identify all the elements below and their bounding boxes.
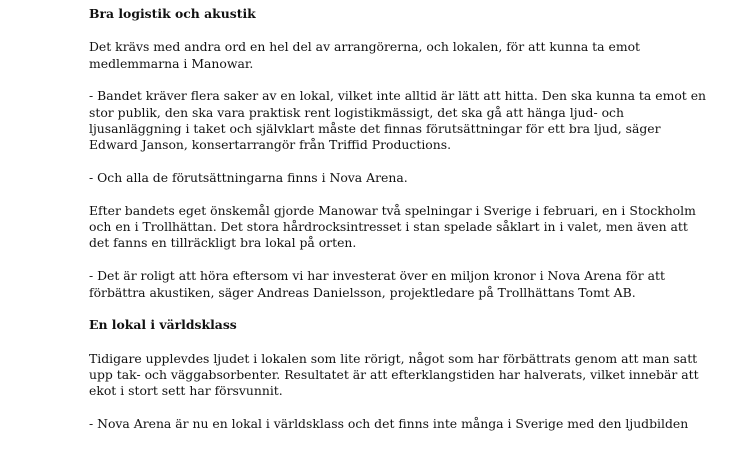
section-heading-logistics: Bra logistik och akustik xyxy=(89,6,256,21)
paragraph-line: Det krävs med andra ord en hel del av arrangörerna, och lokalen, för att kunna ta emot xyxy=(89,39,641,55)
document-body xyxy=(89,6,707,449)
paragraph-4 xyxy=(89,202,696,252)
paragraph-1 xyxy=(89,39,669,72)
paragraph-line: det fanns en tillräckligt bra lokal på orten. xyxy=(89,235,357,251)
paragraph-line: medlemmarna i Manowar. xyxy=(89,55,254,71)
paragraph-line: stor publik, den ska vara praktisk rent logistikmässigt, det ska gå att hänga ljud- och xyxy=(89,104,624,120)
paragraph-line: - Och alla de förutsättningarna finns i Nova Arena. xyxy=(89,170,408,186)
paragraph-line: upp tak- och väggabsorbenter. Resultatet är att efterklangstiden har halverats, vilket innebär att xyxy=(89,366,699,382)
paragraph-line: - Bandet kräver flera saker av en lokal, vilket inte alltid är lätt att hitta. Den ska kunna ta emot en xyxy=(89,88,707,104)
paragraph-line: Efter bandets eget önskemål gjorde Manowar två spelningar i Sverige i februari, en i Stockholm xyxy=(89,202,696,218)
paragraph-line: - Nova Arena är nu en lokal i världsklass och det finns inte många i Sverige med den ljudbilden xyxy=(89,416,689,432)
paragraph-line: ljusanläggning i taket och självklart måste det finnas förutsättningar för ett bra ljud, säger xyxy=(89,120,661,136)
paragraph-6 xyxy=(89,350,699,400)
section-heading-world-class: En lokal i världsklass xyxy=(89,317,237,333)
paragraph-3 xyxy=(89,170,669,186)
paragraph-line: Edward Janson, konsertarrangör från Triffid Productions. xyxy=(89,137,452,153)
paragraph-line: och en i Trollhättan. Det stora hårdrocksintresset i stan spelade såklart in i valet, men även att xyxy=(89,219,688,235)
paragraph-line: Tidigare upplevdes ljudet i lokalen som lite rörigt, något som har förbättrats genom att man satt xyxy=(89,350,698,366)
paragraph-line: - Det är roligt att höra eftersom vi har investerat över en miljon kronor i Nova Arena för att xyxy=(89,268,665,284)
paragraph-5 xyxy=(89,268,669,301)
paragraph-7 xyxy=(89,416,689,432)
paragraph-line: ekot i stort sett har försvunnit. xyxy=(89,383,283,399)
paragraph-2 xyxy=(89,88,707,153)
paragraph-line: förbättra akustiken, säger Andreas Danielsson, projektledare på Trollhättans Tomt AB. xyxy=(89,284,636,300)
